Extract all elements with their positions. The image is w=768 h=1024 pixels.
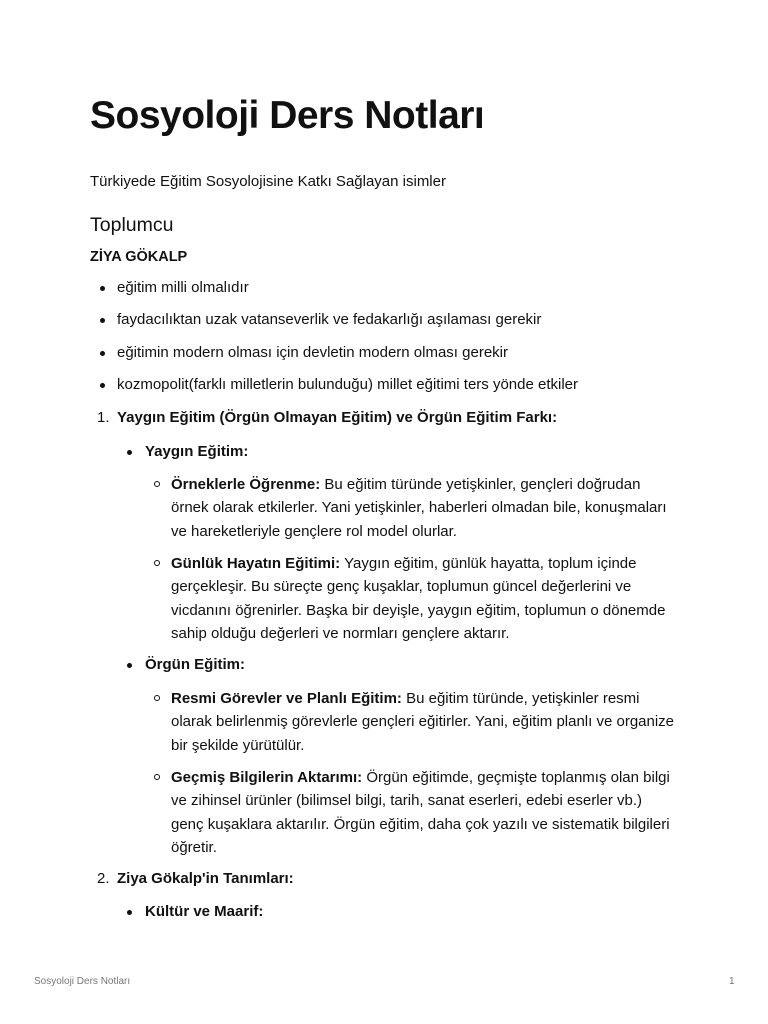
detail-text: Yaygın eğitim, günlük hayatta, toplum içinde gerçekleşir. Bu süreçte genç kuşaklar, toplumun güncel değerlerini ve vicdanını öğrenirler. Başka bir deyişle, yaygın eğitim, toplumun o dönemde sahip olduğu değerleri ve normları gençlere aktarır. xyxy=(171,555,666,642)
detail-term: Resmi Görevler ve Planlı Eğitim: xyxy=(171,690,402,707)
item-title: Yaygın Eğitim (Örgün Olmayan Eğitim) ve Örgün Eğitim Farkı: xyxy=(117,409,558,426)
page-title: Sosyoloji Ders Notları xyxy=(90,94,485,137)
person-name: ZİYA GÖKALP xyxy=(90,249,188,265)
item-number: 1. xyxy=(97,409,110,426)
detail-term: Geçmiş Bilgilerin Aktarımı: xyxy=(171,769,363,786)
list-item: eğitimin modern olması için devletin modern olması gerekir xyxy=(90,343,578,375)
detail-text: Bu eğitim türünde yetişkinler, gençleri doğrudan örnek olarak etkilerler. Yani yetişkinler, haberleri olmadan bile, konuşmaları ve hareketleriyle gençlere rol model olurlar. xyxy=(171,476,667,540)
bullet-list xyxy=(90,278,578,407)
detail-item xyxy=(171,552,676,645)
detail-text: Bu eğitim türünde, yetişkinler resmi olarak belirlenmiş görevlerle gençleri eğitirler. Yani, eğitim planlı ve organize bir şekilde yürütülür. xyxy=(171,690,675,754)
list-item: eğitim milli olmalıdır xyxy=(90,278,578,310)
page-number: 1 xyxy=(729,976,735,987)
footer-title: Sosyoloji Ders Notları xyxy=(34,976,131,987)
section-heading: Toplumcu xyxy=(90,214,174,236)
sub-heading: Yaygın Eğitim: xyxy=(145,443,249,460)
detail-term: Günlük Hayatın Eğitimi: xyxy=(171,555,341,572)
item-number: 2. xyxy=(97,870,110,887)
detail-term: Örneklerle Öğrenme: xyxy=(171,476,321,493)
detail-item xyxy=(171,766,676,859)
list-item: kozmopolit(farklı milletlerin bulunduğu) millet eğitimi ters yönde etkiler xyxy=(90,375,578,407)
detail-item xyxy=(171,687,676,757)
sub-heading: Örgün Eğitim: xyxy=(145,656,245,673)
sub-heading: Kültür ve Maarif: xyxy=(145,903,264,920)
list-item: faydacılıktan uzak vatanseverlik ve fedakarlığı aşılaması gerekir xyxy=(90,310,578,342)
detail-item xyxy=(171,473,676,543)
item-title: Ziya Gökalp'in Tanımları: xyxy=(117,870,294,887)
detail-text: Örgün eğitimde, geçmişte toplanmış olan bilgi ve zihinsel ürünler (bilimsel bilgi, tarih, sanat eserleri, edebi eserler vb.) genç kuşaklara aktarılır. Örgün eğitim, daha çok yazılı ve sistematik bilgileri öğretir. xyxy=(171,769,670,856)
intro-text: Türkiyede Eğitim Sosyolojisine Katkı Sağlayan isimler xyxy=(90,173,446,190)
